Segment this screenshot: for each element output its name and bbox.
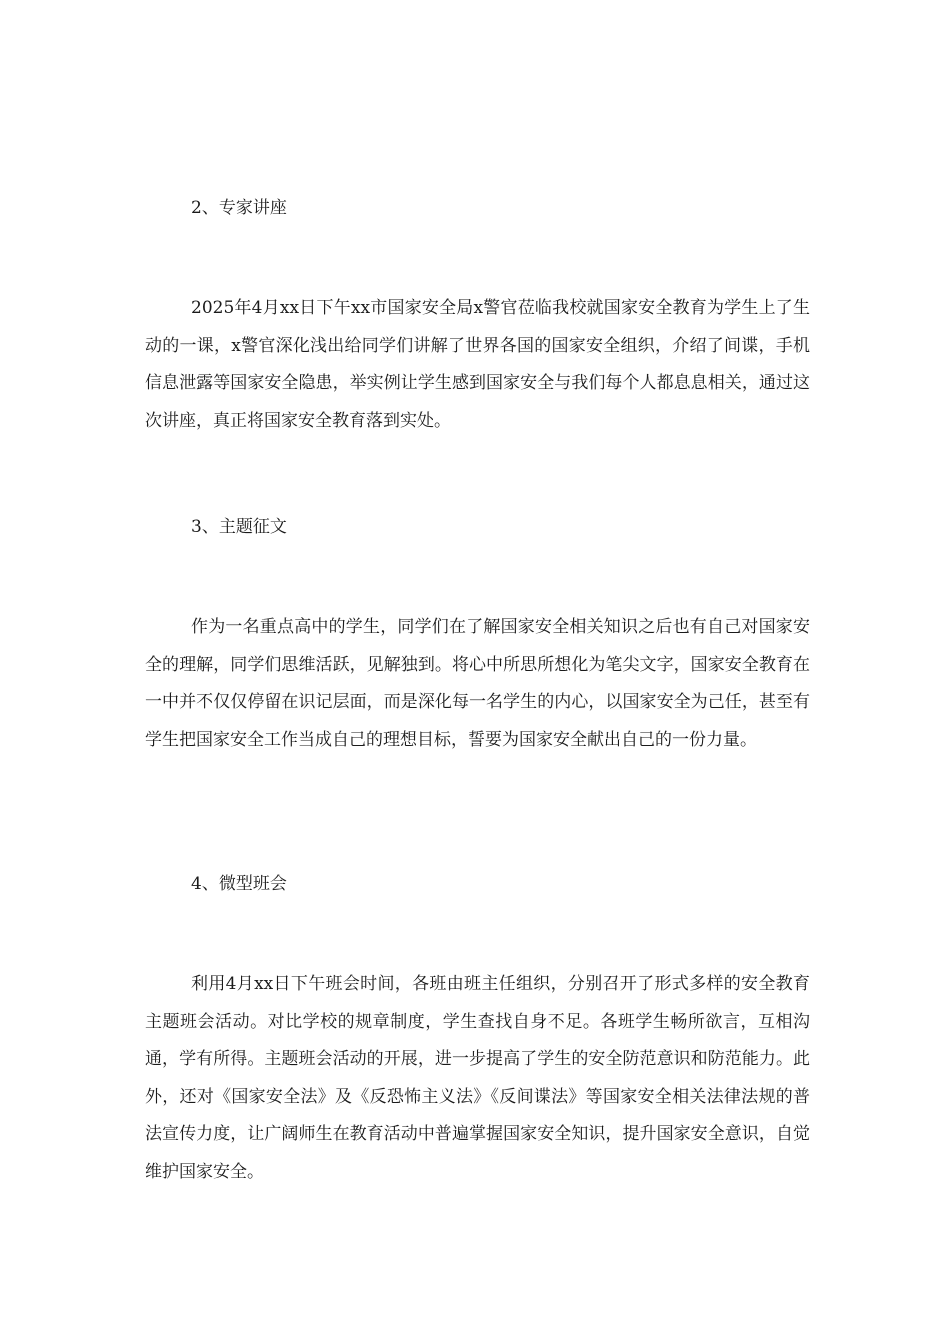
section-paragraph-expert-lecture: 2025年4月xx日下午xx市国家安全局x警官莅临我校就国家安全教育为学生上了生动的一课，x警官深化浅出给同学们讲解了世界各国的国家安全组织，介绍了间谍，手机信息泄露等国家安全隐患，举实例让学生感到国家安全与我们每个人都息息相关，通过这次讲座，真正将国家安全教育落到实处。 xyxy=(145,298,810,431)
section-paragraph-theme-essay: 作为一名重点高中的学生，同学们在了解国家安全相关知识之后也有自己对国家安全的理解，同学们思维活跃，见解独到。将心中所思所想化为笔尖文字，国家安全教育在一中并不仅仅停留在识记层面，而是深化每一名学生的内心，以国家安全为己任，甚至有学生把国家安全工作当成自己的理想目标，誓要为国家安全献出自己的一份力量。 xyxy=(145,617,810,750)
section-heading-theme-essay: 3、主题征文 xyxy=(191,517,287,537)
section-heading-mini-class-meeting: 4、微型班会 xyxy=(191,874,287,894)
section-heading-expert-lecture: 2、专家讲座 xyxy=(191,198,287,218)
section-paragraph-mini-class-meeting: 利用4月xx日下午班会时间，各班由班主任组织，分别召开了形式多样的安全教育主题班会活动。对比学校的规章制度，学生查找自身不足。各班学生畅所欲言，互相沟通，学有所得。主题班会活动的开展，进一步提高了学生的安全防范意识和防范能力。此外，还对《国家安全法》及《反恐怖主义法》《反间谍法》等国家安全相关法律法规的普法宣传力度，让广阔师生在教育活动中普遍掌握国家安全知识，提升国家安全意识，自觉维护国家安全。 xyxy=(145,974,810,1182)
